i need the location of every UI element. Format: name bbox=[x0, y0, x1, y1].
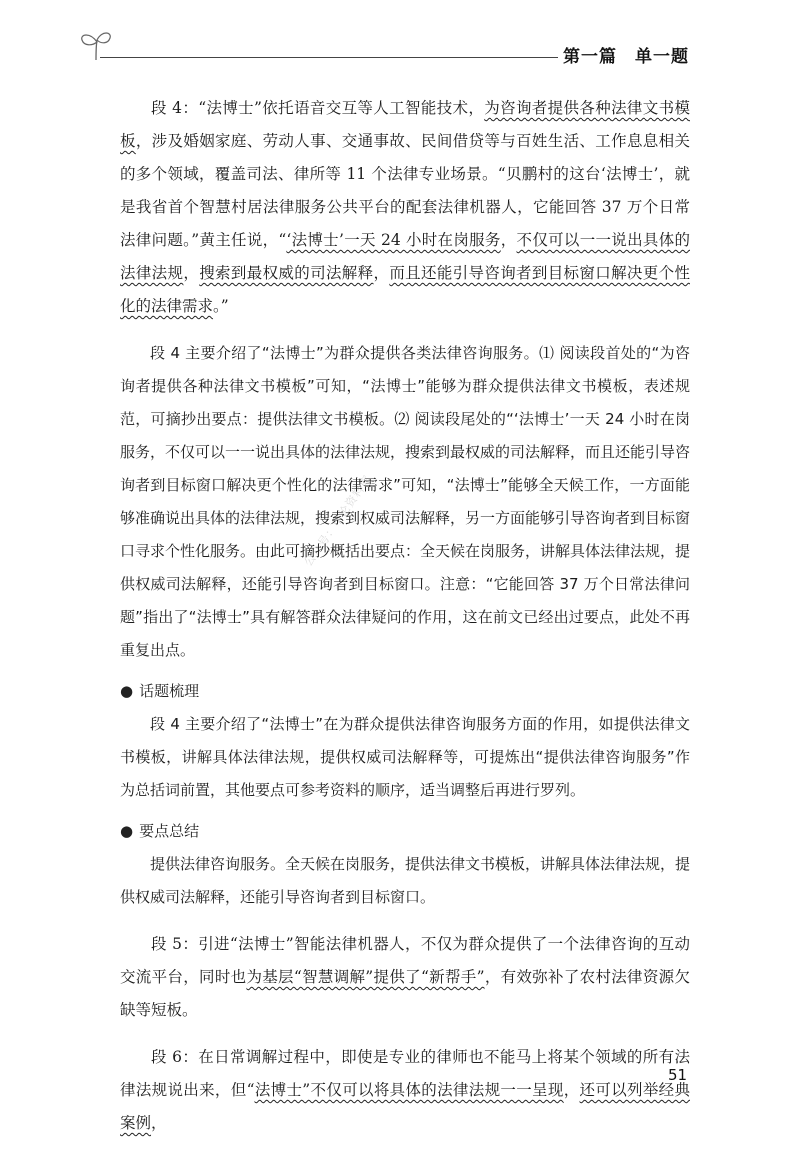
page-body bbox=[120, 92, 690, 1154]
running-head bbox=[563, 42, 689, 67]
paragraph-4-source bbox=[120, 92, 690, 323]
text-run: ， bbox=[563, 1081, 580, 1099]
text-run: 段 5：引进“法博士”智能法律机器人，不仅为群众提供了一个法律咨询的互动交流平台，同时也 bbox=[120, 935, 690, 986]
bullet-icon: ● bbox=[120, 822, 134, 840]
header-rule bbox=[100, 57, 558, 58]
section-title: 要点总结 bbox=[139, 822, 200, 840]
underlined-phrase: 为咨询者提供各种法律文书模板 bbox=[120, 99, 690, 150]
text-run: 。” bbox=[213, 297, 229, 315]
watermark: 公众号：申论资料库 bbox=[301, 472, 375, 569]
summary-body: 提供法律咨询服务。全天候在岗服务，提供法律文书模板，讲解具体法律法规，提供权威司法解释，还能引导咨询者到目标窗口。 bbox=[120, 855, 691, 906]
underlined-phrase: ‘法博士’一天 24 小时在岗服务 bbox=[286, 231, 501, 249]
text-run: ， bbox=[151, 1114, 167, 1132]
text-run: ，涉及婚姻家庭、劳动人事、交通事故、民间借贷等与百姓生活、工作息息相关的多个领域，覆盖司法、律所等 11 个法律专业场景。“贝鹏村的这台‘法博士’，就是我省首个智慧村居法律服务公共平台的配套法律机器人，它能回答 37 万个日常法律问题。”黄主任说，“ bbox=[120, 132, 690, 249]
underlined-phrase: 法博士”不仅可以将具体的法律法规一一呈现 bbox=[254, 1081, 564, 1099]
text-run: ，有效弥补了农村法律资源欠缺等短板。 bbox=[120, 968, 690, 1019]
running-head-part: 第一篇 bbox=[563, 47, 617, 67]
text-run: 段 6：在日常调解过程中，即使是专业的律师也不能马上将某个领域的所有法律法规说出来，但“ bbox=[120, 1048, 690, 1099]
text-run: 段 4：“法博士”依托语音交互等人工智能技术， bbox=[151, 99, 485, 117]
bullet-icon: ● bbox=[120, 682, 134, 700]
text-run: ， bbox=[183, 264, 200, 282]
text-run: ， bbox=[500, 231, 517, 249]
text-run: ， bbox=[373, 264, 390, 282]
section-summary-heading bbox=[120, 815, 690, 848]
underlined-phrase: 为基层“智慧调解”提供了“新帮手” bbox=[246, 968, 485, 986]
running-head-section: 单一题 bbox=[635, 47, 689, 67]
underlined-phrase: 还可以列举经典案例 bbox=[120, 1081, 690, 1132]
underlined-phrase: 搜索到最权威的司法解释 bbox=[199, 264, 374, 282]
underlined-phrase: 而且还能引导咨询者到目标窗口解决更个性化的法律需求 bbox=[120, 264, 690, 315]
paragraph-5-source bbox=[120, 928, 690, 1027]
paragraph-4-analysis: 段 4 主要介绍了“法博士”为群众提供各类法律咨询服务。⑴ 阅读段首处的“为咨询者提供各种法律文书模板”可知，“法博士”能够为群众提供法律文书模板，表述规范，可摘抄出要点：提供法律文书模板。⑵ 阅读段尾处的“‘法博士’一天 24 小时在岗服务，不仅可以一一说出具体的法律法规，搜索到最权威的司法解释，而且还能引导咨询者到目标窗口解决更个性化的法律需求”可知，“法博士”能够全天候工作，一方面能够准确说出具体的法律法规，搜索到权威司法解释，另一方面能够引导咨询者到目标窗口寻求个性化服务。由此可摘抄概括出要点：全天候在岗服务，讲解具体法律法规，提供权威司法解释，还能引导咨询者到目标窗口。注意：“它能回答 37 万个日常法律问题”指出了“法博士”具有解答群众法律疑问的作用，这在前文已经出过要点，此处不再重复出点。 bbox=[120, 344, 691, 659]
page-number: 51 bbox=[668, 1066, 688, 1084]
topic-body: 段 4 主要介绍了“法博士”在为群众提供法律咨询服务方面的作用，如提供法律文书模板，讲解具体法律法规，提供权威司法解释等，可提炼出“提供法律咨询服务”作为总括词前置，其他要点可参考资料的顺序，适当调整后再进行罗列。 bbox=[120, 715, 690, 799]
section-title: 话题梳理 bbox=[139, 682, 200, 700]
paragraph-6-source bbox=[120, 1041, 690, 1140]
underlined-phrase: 不仅可以一一说出具体的法律法规 bbox=[120, 231, 690, 282]
section-topic-heading bbox=[120, 675, 690, 708]
